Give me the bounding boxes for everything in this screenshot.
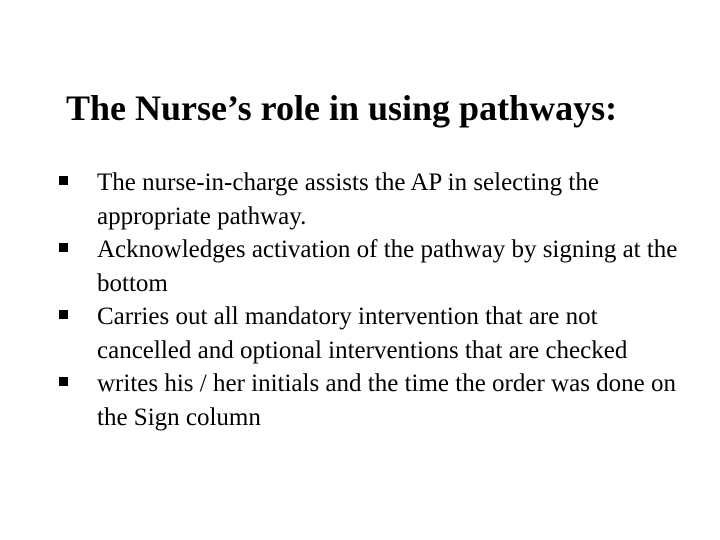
bullet-text: writes his / her initials and the time the order was done on the Sign column <box>97 370 677 431</box>
square-bullet-icon <box>59 243 68 252</box>
bullet-text: Acknowledges activation of the pathway by signing at the bottom <box>97 236 678 297</box>
square-bullet-icon <box>59 176 68 185</box>
bullet-item <box>0 233 720 300</box>
square-bullet-icon <box>59 310 68 319</box>
bullet-item <box>0 166 720 233</box>
bullet-text: Carries out all mandatory intervention that are not cancelled and optional interventions that are checked <box>97 303 628 364</box>
bullet-list <box>0 166 720 434</box>
bullet-item <box>0 367 720 434</box>
square-bullet-icon <box>59 377 68 386</box>
bullet-item <box>0 300 720 367</box>
bullet-text: The nurse-in-charge assists the AP in selecting the appropriate pathway. <box>97 169 599 230</box>
slide-title: The Nurse’s role in using pathways: <box>66 88 618 128</box>
